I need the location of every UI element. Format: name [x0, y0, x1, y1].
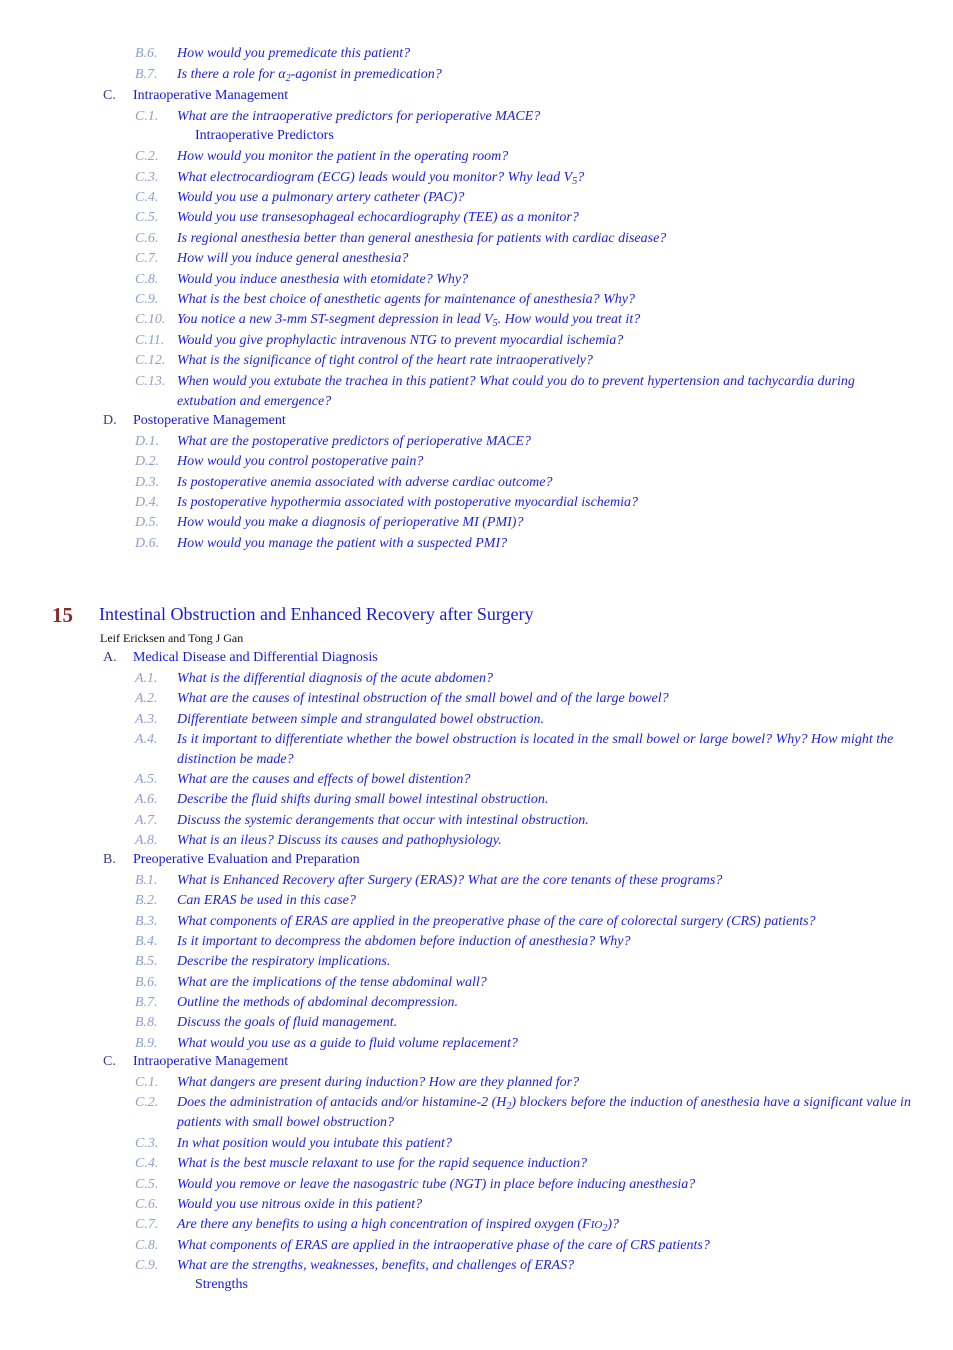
question-item: C.6. Would you use nitrous oxide in this patient?	[135, 1197, 423, 1212]
question-item: D.3. Is postoperative anemia associated with adverse cardiac outcome?	[135, 475, 553, 490]
question-item: D.5. How would you make a diagnosis of perioperative MI (PMI)?	[135, 515, 524, 530]
section-heading: C. Intraoperative Management	[103, 88, 289, 103]
question-item: C.3. In what position would you intubate this patient?	[135, 1136, 452, 1151]
question-item: B.8. Discuss the goals of fluid management.	[135, 1015, 398, 1030]
question-item: B.1. What is Enhanced Recovery after Surgery (ERAS)? What are the core tenants of these programs?	[135, 873, 723, 888]
question-item: C.1. What dangers are present during induction? How are they planned for?	[135, 1075, 580, 1090]
section-heading: C. Intraoperative Management	[103, 1054, 289, 1069]
chapter-title: Intestinal Obstruction and Enhanced Recovery after Surgery	[99, 604, 534, 624]
question-item: D.1. What are the postoperative predictors of perioperative MACE?	[135, 434, 531, 449]
question-item: C.2. How would you monitor the patient in the operating room?	[135, 149, 509, 164]
question-item: B.6. How would you premedicate this patient?	[135, 46, 411, 61]
question-item: C.3. What electrocardiogram (ECG) leads would you monitor? Why lead $V_5$?	[135, 170, 585, 187]
subheading: Strengths	[195, 1277, 248, 1292]
question-item: C.11. Would you give prophylactic intravenous NTG to prevent myocardial ischemia?	[135, 333, 624, 348]
question-item: B.7. Is there a role for $\alpha_2$-agonist in premedication?	[135, 67, 442, 84]
subheading: Intraoperative Predictors	[195, 128, 334, 143]
question-item: D.6. How would you manage the patient with a suspected PMI?	[135, 536, 508, 551]
question-item: B.4. Is it important to decompress the abdomen before induction of anesthesia? Why?	[135, 934, 631, 949]
question-item: B.9. What would you use as a guide to fluid volume replacement?	[135, 1036, 518, 1051]
question-item: C.9. What is the best choice of anesthetic agents for maintenance of anesthesia? Why?	[135, 292, 636, 307]
question-item: A.8. What is an ileus? Discuss its causes and pathophysiology.	[135, 833, 502, 848]
section-heading: D. Postoperative Management	[103, 413, 286, 428]
question-item: D.4. Is postoperative hypothermia associated with postoperative myocardial ischemia?	[135, 495, 639, 510]
question-item: A.4. Is it important to differentiate whether the bowel obstruction is located in the small bowel or large bowel? Why? How might the distinction be made?	[135, 732, 894, 767]
question-item: B.3. What components of ERAS are applied in the preoperative phase of the care of colorectal surgery (CRS) patients?	[135, 914, 816, 929]
question-item: C.6. Is regional anesthesia better than general anesthesia for patients with cardiac disease?	[135, 231, 667, 246]
question-item: A.2. What are the causes of intestinal obstruction of the small bowel and of the large bowel?	[135, 691, 669, 706]
question-item: C.8. Would you induce anesthesia with etomidate? Why?	[135, 272, 469, 287]
question-item: B.7. Outline the methods of abdominal decompression.	[135, 995, 459, 1010]
chapter-number: 15	[52, 603, 73, 627]
question-item: C.13. When would you extubate the trachea in this patient? What could you do to prevent hypertension and tachycardia during extubation and emergence?	[135, 374, 855, 409]
question-item: B.2. Can ERAS be used in this case?	[135, 893, 356, 908]
section-heading: A. Medical Disease and Differential Diagnosis	[103, 650, 378, 665]
question-item: D.2. How would you control postoperative pain?	[135, 454, 424, 469]
question-item: C.12. What is the significance of tight control of the heart rate intraoperatively?	[135, 353, 593, 368]
question-item: A.6. Describe the fluid shifts during small bowel intestinal obstruction.	[135, 792, 549, 807]
question-item: C.4. What is the best muscle relaxant to use for the rapid sequence induction?	[135, 1156, 588, 1171]
question-item: C.9. What are the strengths, weaknesses, benefits, and challenges of ERAS?	[135, 1258, 575, 1273]
section-heading: B. Preoperative Evaluation and Preparation	[103, 852, 360, 867]
question-item: C.1. What are the intraoperative predictors for perioperative MACE?	[135, 109, 541, 124]
question-item: A.3. Differentiate between simple and strangulated bowel obstruction.	[135, 712, 544, 727]
question-item: A.7. Discuss the systemic derangements that occur with intestinal obstruction.	[135, 813, 589, 828]
question-item: C.8. What components of ERAS are applied in the intraoperative phase of the care of CRS patients?	[135, 1238, 710, 1253]
question-item: C.7. How will you induce general anesthesia?	[135, 251, 409, 266]
question-item: C.4. Would you use a pulmonary artery catheter (PAC)?	[135, 190, 465, 205]
question-item: A.5. What are the causes and effects of bowel distention?	[135, 772, 471, 787]
question-item: C.7. Are there any benefits to using a high concentration of inspired oxygen $(FIO_2)$?	[135, 1217, 619, 1234]
question-item: B.6. What are the implications of the tense abdominal wall?	[135, 975, 487, 990]
question-item: C.10. You notice a new 3-mm ST-segment depression in lead $V_5$. How would you treat it?	[135, 312, 641, 329]
question-item: B.5. Describe the respiratory implications.	[135, 954, 391, 969]
chapter-authors: Leif Ericksen and Tong J Gan	[100, 631, 244, 645]
question-item: C.2. Does the administration of antacids and/or histamine-2 $(H_2)$ blockers before the induction of anesthesia have a significant value in patients with small bowel obstruction?	[135, 1095, 911, 1130]
question-item: C.5. Would you remove or leave the nasogastric tube (NGT) in place before inducing anesthesia?	[135, 1177, 696, 1192]
question-item: A.1. What is the differential diagnosis of the acute abdomen?	[135, 671, 493, 686]
question-item: C.5. Would you use transesophageal echocardiography (TEE) as a monitor?	[135, 210, 579, 225]
